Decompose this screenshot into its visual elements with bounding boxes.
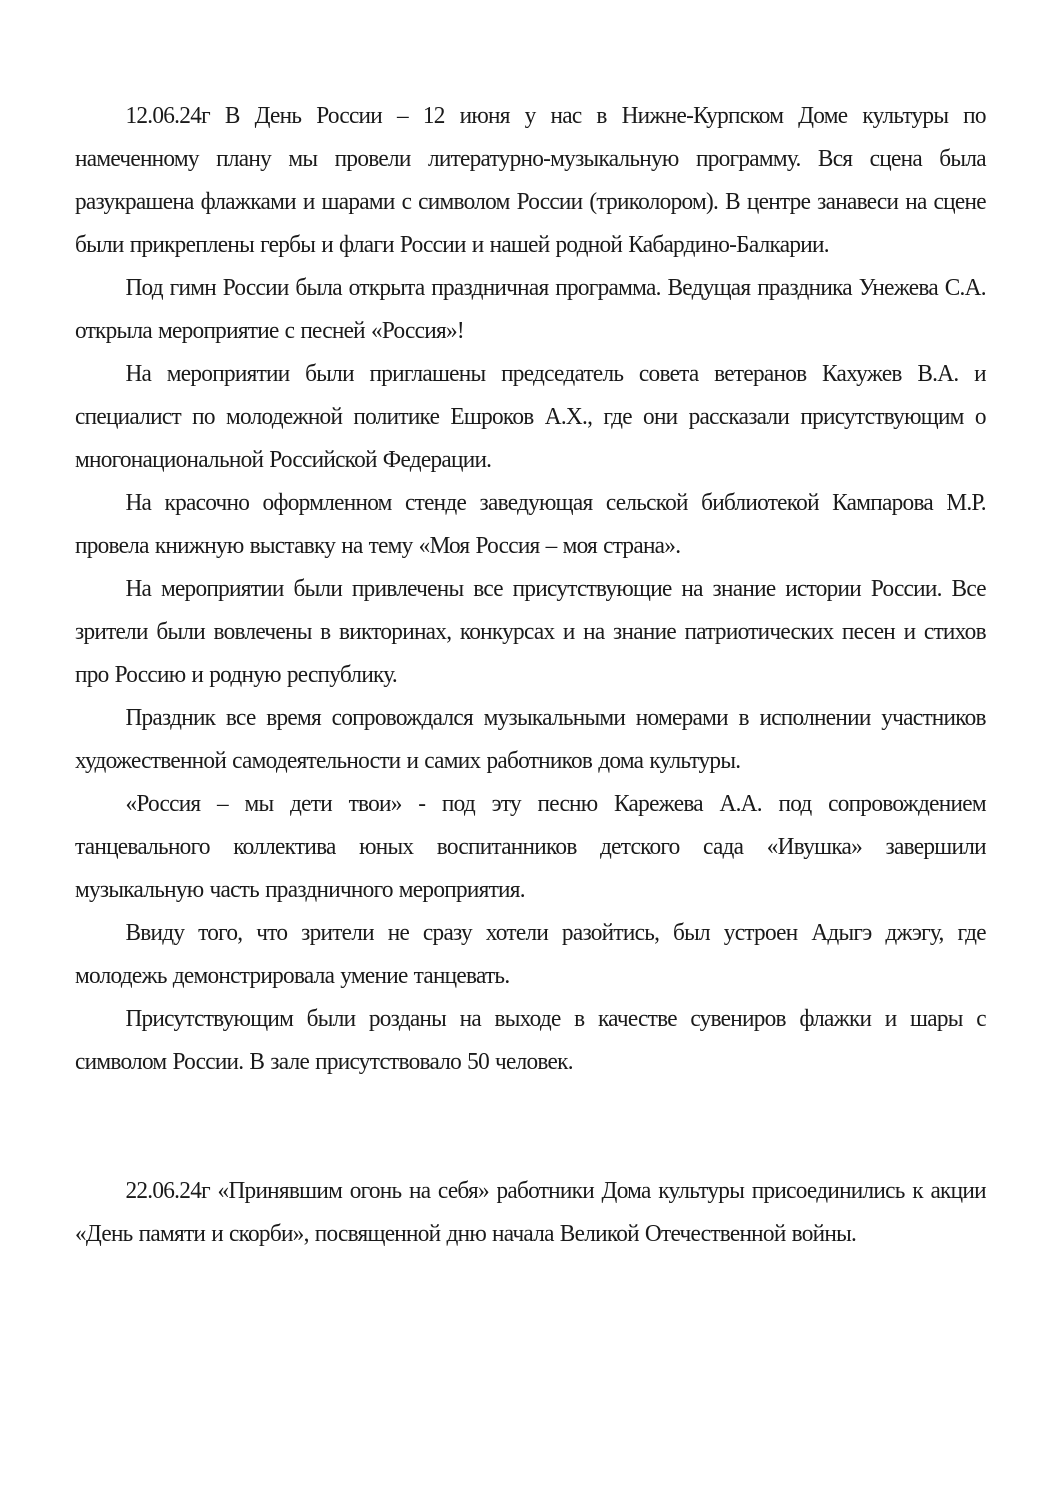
paragraph-music: Праздник все время сопровождался музыкальными номерами в исполнении участников художественной самодеятельности и самих работников дома культуры. [75,705,986,774]
section-gap [75,1084,986,1170]
paragraph-anthem: Под гимн России была открыта праздничная программа. Ведущая праздника Унежева С.А. открыла мероприятие с песней «Россия»! [75,275,986,344]
section-memory-day [75,1170,986,1256]
document-page [75,95,986,1256]
section-russia-day [75,95,986,1084]
paragraph-song: «Россия – мы дети твои» - под эту песню Карежева А.А. под сопровождением танцевального коллектива юных воспитанников детского сада «Ивушка» завершили музыкальную часть праздничного мероприятия. [75,791,986,903]
paragraph-memory-day: 22.06.24г «Принявшим огонь на себя» работники Дома культуры присоединились к акции «День памяти и скорби», посвященной дню начала Великой Отечественной войны. [75,1178,986,1247]
paragraph-guests: На мероприятии были приглашены председатель совета ветеранов Кахужев В.А. и специалист по молодежной политике Ешроков А.Х., где они рассказали присутствующим о многонациональной Российской Федерации. [75,361,986,473]
paragraph-souvenirs: Присутствующим были розданы на выходе в качестве сувениров флажки и шары с символом России. В зале присутствовало 50 человек. [75,1006,986,1075]
paragraph-intro: 12.06.24г В День России – 12 июня у нас в Нижне-Курпском Доме культуры по намеченному плану мы провели литературно-музыкальную программу. Вся сцена была разукрашена флажками и шарами с символом России (триколором). В центре занавеси на сцене были прикреплены гербы и флаги России и нашей родной Кабардино-Балкарии. [75,103,986,258]
paragraph-quizzes: На мероприятии были привлечены все присутствующие на знание истории России. Все зрители были вовлечены в викторинах, конкурсах и на знание патриотических песен и стихов про Россию и родную республику. [75,576,986,688]
paragraph-dance: Ввиду того, что зрители не сразу хотели разойтись, был устроен Адыгэ джэгу, где молодежь демонстрировала умение танцевать. [75,920,986,989]
paragraph-book-exhibition: На красочно оформленном стенде заведующая сельской библиотекой Кампарова М.Р. провела книжную выставку на тему «Моя Россия – моя страна». [75,490,986,559]
